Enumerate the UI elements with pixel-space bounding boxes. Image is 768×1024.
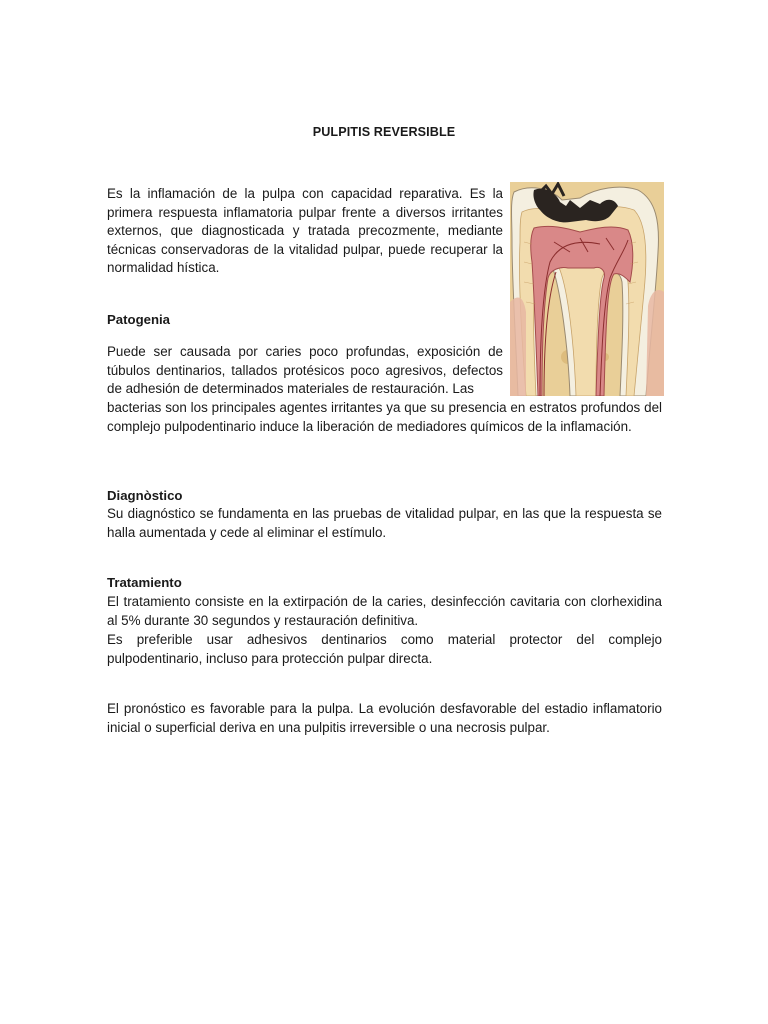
tooth-illustration	[510, 182, 664, 396]
intro-paragraph: Es la inflamación de la pulpa con capacidad reparativa. Es la primera respuesta inflamatoria pulpar frente a diversos irritantes externos, que diagnosticada y tratada precozmente, mediante técnicas conservadoras de la vitalidad pulpar, puede recuperar la normalidad hística.	[107, 186, 503, 275]
diagnostico-paragraph: Su diagnóstico se fundamenta en las pruebas de vitalidad pulpar, en las que la respuesta se halla aumentada y cede al eliminar el estímulo.	[107, 506, 662, 540]
heading-tratamiento: Tratamiento	[107, 575, 182, 590]
tooth-cross-section-icon	[510, 182, 664, 396]
patogenia-paragraph-wide: bacterias son los principales agentes irritantes ya que su presencia en estratos profundos del complejo pulpodentinario induce la liberación de mediadores químicos de la inflamación.	[107, 400, 662, 434]
patogenia-paragraph-narrow: Puede ser causada por caries poco profundas, exposición de túbulos dentinarios, tallados protésicos poco agresivos, defectos de adhesión de determinados materiales de restauración. Las	[107, 344, 503, 396]
heading-patogenia: Patogenia	[107, 312, 171, 327]
tratamiento-paragraph-2: Es preferible usar adhesivos dentinarios como material protector del complejo pulpodentinario, incluso para protección pulpar directa.	[107, 632, 662, 666]
heading-diagnostico: Diagnòstico	[107, 488, 183, 503]
page-title: PULPITIS REVERSIBLE	[312, 125, 456, 139]
tratamiento-paragraph-1: El tratamiento consiste en la extirpación de la caries, desinfección cavitaria con clorhexidina al 5% durante 30 segundos y restauración definitiva.	[107, 594, 662, 628]
prognosis-paragraph: El pronóstico es favorable para la pulpa. La evolución desfavorable del estadio inflamatorio inicial o superficial deriva en una pulpitis irreversible o una necrosis pulpar.	[107, 701, 662, 735]
